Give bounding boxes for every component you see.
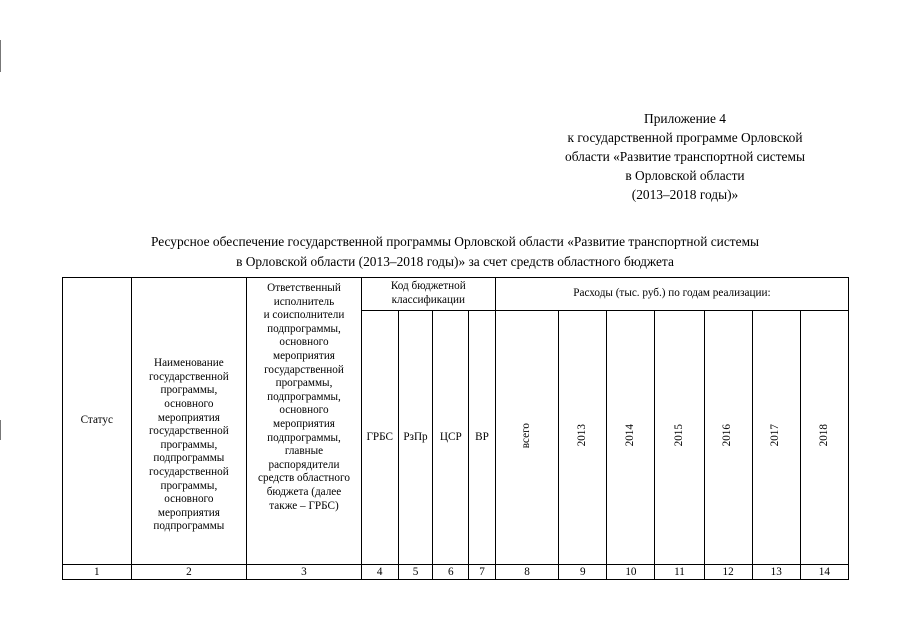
appendix-line: (2013–2018 годы)» (631, 187, 739, 202)
column-number: 11 (655, 565, 704, 580)
appendix-line: к государственной программе Орловской (567, 130, 803, 145)
column-number: 9 (559, 565, 607, 580)
header-code-vr: ВР (469, 311, 496, 565)
column-number: 6 (433, 565, 469, 580)
column-number: 13 (752, 565, 800, 580)
appendix-line: в Орловской области (625, 168, 745, 183)
header-expenses: Расходы (тыс. руб.) по годам реализации: (495, 278, 848, 311)
title-line: в Орловской области (2013–2018 годы)» за счет средств областного бюджета (236, 254, 674, 269)
column-number: 3 (247, 565, 362, 580)
column-number: 2 (131, 565, 247, 580)
column-number: 8 (495, 565, 558, 580)
title-line: Ресурсное обеспечение государственной программы Орловской области «Развитие транспортной системы (150, 234, 760, 249)
appendix-line: Приложение 4 (644, 111, 726, 126)
header-row-1 (63, 278, 849, 311)
header-year: 2016 (704, 311, 752, 565)
header-status: Статус (63, 278, 132, 565)
header-total: всего (495, 311, 558, 565)
header-program-name: Наименование государственной программы, основного мероприятия государственной программы, подпрограммы государственной программы, основного мероприятия подпрограммы (131, 278, 247, 565)
column-number: 12 (704, 565, 752, 580)
header-year: 2015 (655, 311, 704, 565)
document-title (60, 232, 850, 272)
column-number: 7 (469, 565, 496, 580)
column-number: 5 (398, 565, 433, 580)
column-number-row (63, 565, 849, 580)
column-number: 10 (607, 565, 655, 580)
appendix-header (540, 109, 830, 204)
scan-edge-mark (0, 420, 1, 440)
header-year: 2014 (607, 311, 655, 565)
header-code-csr: ЦСР (433, 311, 469, 565)
resource-table (62, 277, 849, 580)
header-year: 2017 (752, 311, 800, 565)
header-responsible: Ответственный исполнитель и соисполнители подпрограммы, основного мероприятия государственной программы, подпрограммы, основного мероприятия подпрограммы, главные распорядители средств областного бюджета (далее также – ГРБС) (247, 278, 362, 565)
header-code-rzpr: РзПр (398, 311, 433, 565)
header-year: 2018 (800, 311, 848, 565)
column-number: 4 (361, 565, 398, 580)
column-number: 1 (63, 565, 132, 580)
column-number: 14 (800, 565, 848, 580)
appendix-line: области «Развитие транспортной системы (565, 149, 805, 164)
header-budget-code: Код бюджетной классификации (361, 278, 495, 311)
scan-edge-mark (0, 40, 1, 72)
header-code-grbs: ГРБС (361, 311, 398, 565)
header-year: 2013 (559, 311, 607, 565)
